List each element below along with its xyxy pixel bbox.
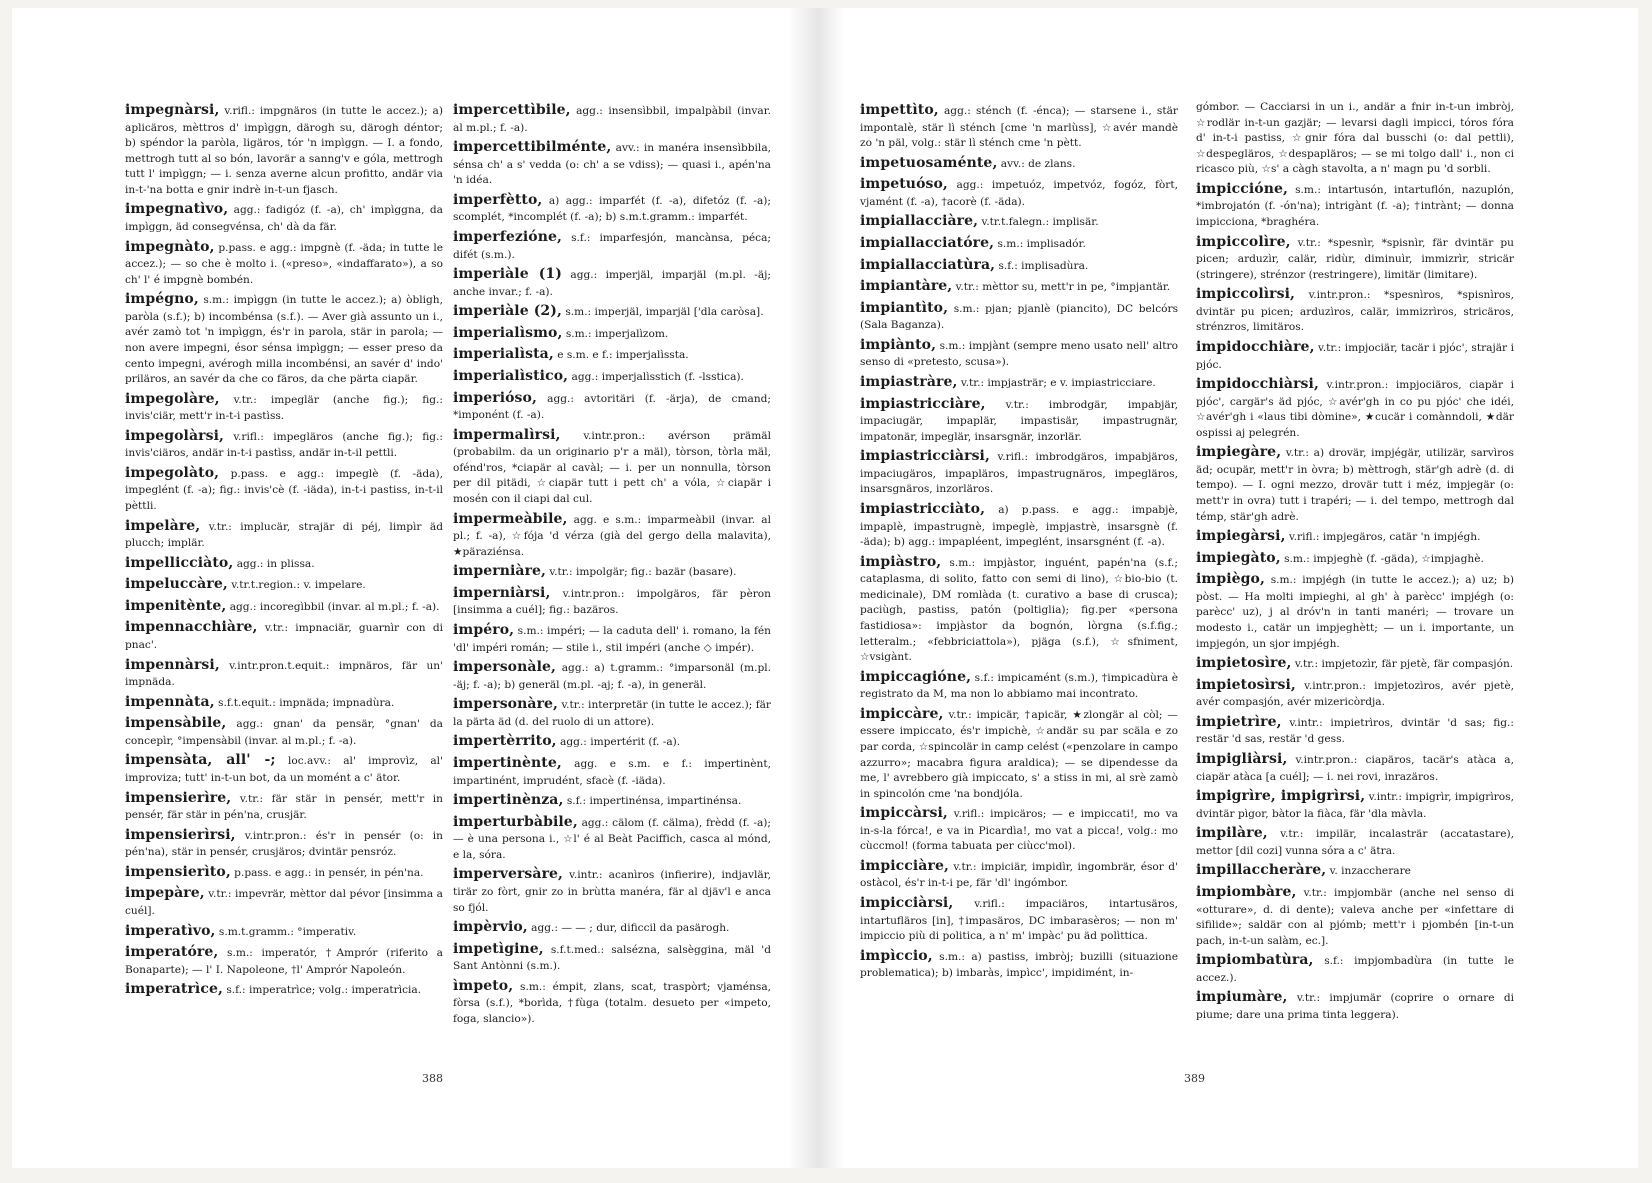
entry-headword: impiastricciàrsi, [860,448,990,465]
dictionary-entry [125,862,443,883]
entry-headword: impicciàrsi, [860,895,954,912]
entry-headword: impegnatìvo, [125,201,229,218]
dictionary-entry [860,499,1178,551]
dictionary-entry [125,426,443,462]
entry-headword: imperatìvo, [125,922,216,939]
dictionary-entry [125,979,443,1000]
entry-headword: impiccióne, [1196,180,1289,197]
entry-headword: impiegàre, [1196,444,1282,461]
entry-headword: impennàta, [125,693,215,710]
entry-headword: impiumàre, [1196,989,1288,1006]
entry-headword: impegnàrsi, [125,102,220,118]
entry-definition: agg.: avtoritäri (f. -ärja), de cmand; *imponént (f. -a). [453,392,771,422]
entry-headword: impersonàle, [453,659,556,676]
dictionary-entry [1196,232,1514,284]
entry-definition: s.f.: impertinénsa, impartinénsa. [566,795,742,808]
dictionary-entry [453,620,771,656]
gutter-shadow [788,8,818,1168]
dictionary-entry [1196,987,1514,1023]
entry-definition: s.m.: impjànt (sempre meno usato nell' altro senso di «pretesto, scusa»). [860,339,1178,369]
entry-definition: v.intr.pron.: impjetozìros, avér pjetè, avér compasjón, avér mizericòrdja. [1196,679,1514,709]
dictionary-entry [453,100,771,136]
entry-headword: impellicciàto, [125,554,234,571]
entry-headword: impiallacciàre, [860,213,979,230]
dictionary-entry [1196,786,1514,822]
entry-headword: impertinènza, [453,792,564,809]
entry-definition: agg.: incoregìbbil (invar. al m.pl.; f. -a). [229,600,440,613]
entry-definition: v. inzaccherare [1329,865,1411,878]
entry-headword: impietosìre, [1196,655,1292,672]
entry-headword: impìccio, [860,947,933,964]
dictionary-entry [860,335,1178,371]
entry-definition: v.rifl.: imbrodgäros, impabjäros, impaciugäros, impapläros, impastrugnäros, impegläros, insarsgnäros, inzorläros. [860,451,1178,496]
dictionary-entry [1196,950,1514,986]
entry-headword: impermalìrsi, [453,426,561,443]
entry-headword: impiastricciàre, [860,395,986,412]
dictionary-entry [860,298,1178,334]
right-page-column-2 [1196,100,1514,1070]
entry-headword: impiàstro, [860,553,942,570]
dictionary-entry [125,237,443,289]
entry-headword: imperióso, [453,389,537,406]
dictionary-entry [860,100,1178,152]
entry-headword: impiànto, [860,336,937,353]
entry-definition: agg.: insensìbbil, impalpàbil (invar. al m.pl.; f. -a). [453,105,771,134]
dictionary-entry [860,704,1178,802]
entry-headword: imperialìsmo, [453,324,563,341]
entry-definition: v.tr.: impjumär (coprire o ornare di piume; dare una prima tinta leggera). [1196,992,1514,1021]
entry-headword: imperniàrsi, [453,584,551,601]
right-page [818,8,1638,1168]
entry-headword: imperiàle (1) [453,266,562,283]
dictionary-entry [860,233,1178,254]
entry-definition: gómbor. — Cacciarsi in un i., andär a fnir in-t-un imbròj, ☆rodlär in-t-un gazjär; — levarsi dagli impicci, tóros fóra d' in-t-i pastiss, ☆gnir fóra dal busschi (o: dal pettli), ☆despegläros, ☆despapläros; — se mi tolgo dall' i., non ci ricasco più, ☆s' a càgh stavolta, a n' magn pu 'd sorbli. [1196,101,1514,176]
dictionary-entry [125,100,443,198]
entry-headword: imperatóre, [125,944,219,961]
entry-headword: impiccolìre, [1196,233,1291,250]
dictionary-entry [453,227,771,263]
dictionary-entry [1196,712,1514,748]
dictionary-entry [125,463,443,515]
entry-definition: v.tr.: impeglär (anche fig.); fig.: invis'ciär, mett'r in-t-i pastìss. [125,393,443,423]
entry-definition: v.tr.: impolgär; fig.: bazär (basare). [549,566,737,579]
entry-headword: impiantìto, [860,299,949,316]
dictionary-entry [125,516,443,552]
dictionary-entry [860,552,1178,666]
entry-definition: s.m.: intartusón, intartuflón, nazuplón, *imbrojatón (f. -ón'na); intrigànt (f. -a); †intrànt; — donna impicciona, *braghéra. [1196,183,1514,228]
entry-headword: impensierìre, [125,789,232,806]
entry-definition: v.rifl.: impgnäros (in tutte le accez.); a) aplicäros, mèttros d' impìggn, därogh su, därogh déntor; b) spéndor la paròla, ligäros, tór 'n impìggn. — I. a fondo, mettrogh tutt al so bón, lavorär a sanng'v e góla, mettrogh tutt l' impìggn; — i. senza averne alcun profitto, andär via in-t-'na botta e gnir indrè in-t-un fjasch. [125,105,443,196]
entry-definition: agg.: fadigóz (f. -a), ch' impìggna, da impìggn, äd consegvénsa, ch' dà da fär. [125,204,443,233]
entry-definition: s.f.t.med.: salsézna, salsèggina, mäl 'd Sant Antònni (s.m.). [453,943,771,973]
entry-definition: s.m.t.gramm.: °imperativ. [218,925,357,938]
dictionary-entry [860,276,1178,297]
entry-headword: impiombatùra, [1196,952,1314,969]
entry-definition: s.m.: impjégh (in tutte le accez.); a) uz; b) pòst. — Ha molti impieghi, al gh' à parècc' impjégh (o: parècc' uz), j al dróv'n in tanti manéri; — trovare un modesto i., catär un impjeghètt; — un i. importante, un impjegón, un sjor impjégh. [1196,574,1514,650]
dictionary-entry [1196,882,1514,949]
entry-headword: impèrvio, [453,919,528,936]
entry-definition: v.rifl.: impicäros; — e impiccati!, mo va in-s-la fórca!, e va in Picardìa!, mo vat a picca!, volg.: mo cùccmol! (forma tabuata per ciùcc'mol). [860,808,1178,853]
entry-definition: agg.: a) t.gramm.: °imparsonäl (m.pl. -äj; f. -a); b) generäl (m.pl. -aj; f. -a), in generäl. [453,662,771,691]
left-page-column-1 [125,100,443,1070]
entry-headword: imperfètto, [453,191,543,208]
entry-definition: s.m.: imperatór, †Amprór (riferito a Bonaparte); — l' I. Napoleone, †l' Amprór Napoleón. [125,947,443,976]
dictionary-entry [453,301,771,322]
entry-definition: agg.: impetuóz, impetvóz, fogóz, fòrt, vjamént (f. -a), †acorè (f. -äda). [860,179,1178,208]
entry-headword: impetuosaménte, [860,154,998,171]
dictionary-entry [860,803,1178,855]
dictionary-entry [1196,526,1514,547]
entry-definition: s.m.: impjàstor, inguént, papén'na (s.f.; cataplasma, di solito, fatto con semi di lino), ☆bio-bio (t. medicinale), DM romlàda (t. curativo a base di crusca); paciùgh, pastiss, patón (poltiglia); fig.per «persona fastidiosa»: impjàstor da bognón, lòrgna (s.f.fig.; letteralm.; «febbriciattola»), pjäga (s.f.), ☆sfniment, ☆vsigànt. [860,556,1178,664]
entry-definition: v.tr.: impjasträr; e v. impiastricciare. [960,377,1156,390]
entry-definition: v.tr.: impnaciär, guarnìr con di pnac'. [125,622,443,652]
entry-headword: impigrìre, impigrìrsi, [1196,788,1366,805]
dictionary-entry [1196,860,1514,881]
dictionary-entry [453,753,771,789]
entry-headword: impidocchiàrsi, [1196,376,1319,393]
entry-definition: v.intr.pron.: *spesnìros, *spisnìros, dvintär pu picen; arduzìros, calär, immizrìros, stricäros, strénzros, limitäros. [1196,289,1514,334]
entry-headword: impensierìto, [125,863,231,880]
dictionary-entry [125,199,443,235]
entry-headword: impepàre, [125,885,205,902]
entry-headword: impersonàre, [453,696,559,713]
dictionary-entry [453,790,771,811]
dictionary-entry [453,583,771,619]
entry-headword: impicciàre, [860,857,949,874]
entry-definition: s.m.: impéri; — la caduta dell' i. romano, la fén 'dl' impéri román; — stile i., stil impéri (anche ◇ impér). [453,624,771,654]
dictionary-entry [125,883,443,919]
entry-definition: v.intr.pron.: avérson prämäl (probabilm. da un originario p'r a mäl), tòrson, tòrla mäl, ofénd'ros, *ciapär al cavàl; — i. per un nonnulla, tòrson per dil pitädi, ☆ciapär tutt i pett ch' a vóla, ☆ciapär i mosén con il ciapi dal cul. [453,429,771,505]
entry-definition: p.pass. e agg.: impgnè (f. -äda; in tutte le accez.); — so che è molto i. («preso», «indaffarato»), a so ch' l' é impgnè bombén. [125,241,443,286]
entry-headword: impercettibilménte, [453,139,612,156]
entry-definition: s.f.: imparfesjón, mancànsa, péca; difét (s.m.). [453,231,771,261]
entry-definition: avv.: de zlans. [1000,157,1076,170]
dictionary-entry [125,389,443,425]
entry-headword: impetìgine, [453,940,544,957]
entry-definition: p.pass. e agg.: impeglè (f. -äda), impeglént (f. -a); fig.: invis'cè (f. -iäda), in-t-i pastiss, in-t-il pèttli. [125,467,443,513]
entry-definition: v.tr.: impevrär, mèttor dal pévor [insimma a cuél]. [125,888,443,918]
dictionary-entry [1196,337,1514,373]
dictionary-entry [125,692,443,713]
entry-definition: s.f.t.equit.: impnäda; impnadùra. [218,696,395,709]
entry-headword: impiegàto, [1196,549,1281,566]
dictionary-entry [453,731,771,752]
dictionary-entry [1196,442,1514,525]
entry-definition: v.rifl.: impjegäros, catär 'n impjégh. [1288,531,1481,544]
entry-definition: v.tr.: a) drovär, impjégär, utilizär, sarvìros äd; ocupär, mett'r in òvra; b) mèttrogh, stär'gh adrè (d. di tempo). — I. ogni mezzo, drovär tutt i méz, impjegär (o: mett'r in ovra) tutt i trapéri; — i. del tempo, mettrogh dal témp, stär'gh adrè. [1196,447,1514,523]
entry-definition: v.tr.: *spesnìr, *spisnìr, fär dvintär pu picen; arduzìr, calär, ridùr, diminuìr, immizrìr, stricär (stringere), strénzor (restringere), limitär (limitare). [1196,236,1514,281]
entry-definition: v.intr.pron.: impolgäros, fär pèron [insimma a cuél]; fig.: bazäros. [453,587,771,617]
page-number: 389 [1184,1072,1205,1085]
entry-definition: s.f.: imperatrìce; volg.: imperatrìcia. [226,984,422,997]
entry-headword: imperturbàbile, [453,813,578,830]
entry-definition: agg.: gnan' da pensär, °gnan' da concepìr, °impensàbil (invar. al m.pl.; f. -a). [125,718,443,747]
dictionary-entry [860,446,1178,498]
entry-definition: s.f.: impicamént (s.m.), †impicadùra è registrato da M, ma non lo abbiamo mai incontrato. [860,671,1178,701]
entry-definition: v.tr.t.region.: v. impelare. [231,579,366,592]
dictionary-entry [860,893,1178,945]
entry-headword: impiastricciàto, [860,501,986,517]
entry-headword: impertinènte, [453,754,562,771]
dictionary-entry [1196,749,1514,785]
entry-definition: agg.: in plissa. [236,557,315,570]
entry-headword: impidocchiàre, [1196,338,1315,355]
entry-definition: v.tr.: fär stär in pensér, mett'r in pensér, fär stär in pén'na, crusjär. [125,792,443,822]
dictionary-entry [1196,653,1514,674]
entry-definition: s.m.: imperjäl, imparjäl ['dla caròsa]. [565,306,764,319]
entry-definition: s.m.: implisadór. [997,238,1086,250]
dictionary-entry [125,921,443,942]
entry-definition: v.tr.: implucär, strajär di péj, limpìr äd plucch; implär. [125,520,443,550]
entry-headword: impiccolìrsi, [1196,286,1296,303]
entry-headword: impenitènte, [125,597,227,614]
entry-headword: impegolàrsi, [125,427,224,444]
entry-definition: s.f.: implisadùra. [998,259,1089,272]
entry-headword: impiallacciatóre, [860,235,995,251]
entry-headword: impertèrrito, [453,733,557,750]
dictionary-entry [860,667,1178,703]
entry-headword: impietosìrsi, [1196,676,1296,693]
entry-definition: agg. e s.m. e f.: impertinènt, impartinént, imprudént, sfacè (f. -iäda). [453,757,771,787]
dictionary-entry [860,394,1178,446]
entry-definition: agg.: sténch (f. -énca); — starsene i., stär impontalè, stär lì sténch [cme 'n marlùss], ☆avér mandè zo 'n päl, volg.: stär lì sténch cme 'n pètt. [860,105,1178,150]
entry-definition: v.intr.: acanìros (infierire), indjavlär, tirär zo fòrt, gnir zo in brùtta manéra, fär al djäv'l e anca so fjól. [453,869,771,914]
entry-headword: impiombàre, [1196,884,1297,900]
dictionary-entry [453,939,771,975]
entry-headword: ìmpeto, [453,977,514,994]
entry-headword: impilàre, [1196,825,1268,842]
dictionary-entry [453,917,771,938]
entry-definition: loc.avv.: al' improvìz, al' improviza; tutt' in-t-un bot, da un momént a c' ätor. [125,755,443,785]
entry-definition: v.rifl.: impegläros (anche fig.); fig.: invis'ciäros, andär in-t-i pastìss, andär in-t-il pettli. [125,430,443,460]
entry-definition: v.rifl.: impaciäros, intartusäros, intartufläros [in], †impasäros, DC imbarasèros; — non m' impiccio più di politica, a n' m' impàc' pu äd polìttica. [860,898,1178,943]
entry-headword: impeluccàre, [125,576,228,593]
entry-headword: impegolàto, [125,464,220,481]
dictionary-entry [1196,548,1514,569]
entry-definition: v.intr.: impietrìros, dvintär 'd sas; fig.: restär 'd sas, restär 'd gess. [1196,716,1514,746]
dictionary-entry [125,553,443,574]
entry-definition: s.m.: impjeghè (f. -gäda), ☆impjaghè. [1284,552,1484,565]
dictionary-entry [453,366,771,387]
gutter-shadow [818,8,844,1168]
entry-definition: agg.: impertérit (f. -a). [560,736,681,749]
entry-definition: v.intr.pron.: és'r in pensér (o: in pén'na), stär in pensér, crusjäros; dvintär pensróz. [125,829,443,859]
entry-headword: impégno, [125,291,199,308]
dictionary-entry [125,942,443,978]
entry-headword: imperatrìce, [125,981,223,998]
entry-definition: agg.: — — ; dur, dificcil da pasärogh. [531,922,730,935]
entry-definition: v.tr.t.falegn.: implisär. [981,216,1099,229]
entry-definition: v.tr.: impjombär (anche nel senso di «otturare», d. di dente); valeva anche per «infettare di sifilide»; saldär con al pjómb; mett'r i pjombén [in-t-un pach, in-t-un salàm, ec.]. [1196,887,1514,947]
entry-definition: avv.: in manéra insensìbbila, sénsa ch' a s' vedda (o: ch' a se vdiss); — quasi i., apén'na 'n idéa. [453,142,771,187]
entry-headword: impiallacciatùra, [860,256,996,273]
dictionary-entry [453,864,771,916]
dictionary-entry [453,388,771,424]
entry-definition: v.intr.: impigrìr, impigrìros, dvintär pìgor, bàtor la fiàca, fär 'dla màvla. [1196,791,1514,820]
dictionary-entry [453,425,771,508]
dictionary-entry [860,372,1178,393]
entry-headword: imperversàre, [453,866,564,883]
dictionary-entry [453,344,771,365]
entry-definition: a) agg.: imparfét (f. -a), difetóz (f. -a); scomplét, *incomplét (f. -a); b) s.m.t.gramm.: imparfét. [453,194,771,224]
dictionary-entry [860,255,1178,276]
dictionary-entry [860,174,1178,210]
entry-definition: s.m.: a) pastiss, imbròj; buzilli (situazione problematica); b) imbaràs, impìcc', impidimént, in- [860,950,1178,980]
entry-headword: impegnàto, [125,238,215,255]
left-page-column-2 [453,100,771,1070]
entry-headword: impiantàre, [860,278,953,295]
entry-headword: impensierìrsi, [125,826,236,843]
dictionary-entry [125,289,443,387]
dictionary-entry [125,750,443,786]
dictionary-entry [125,655,443,691]
entry-headword: impensàbile, [125,715,227,732]
entry-headword: impennacchiàre, [125,619,258,636]
dictionary-entry [125,825,443,861]
entry-headword: impiccàrsi, [860,805,948,822]
dictionary-entry [125,713,443,749]
entry-definition: p.pass. e agg.: in pensér, in pén'na. [234,866,424,879]
entry-definition: agg.: cälom (f. cälma), frèdd (f. -a); — è una persona i., ☆l' é al Beàt Paciffich, casca al mónd, e la, sóra. [453,816,771,861]
dictionary-entry [1196,179,1514,231]
entry-headword: impermeàbile, [453,510,568,527]
entry-definition: v.tr.: impjetozìr, fär pjetè, fär compasjón. [1294,658,1514,671]
dictionary-entry [860,856,1178,892]
entry-headword: imperniàre, [453,563,547,580]
entry-headword: imperialìstico, [453,368,569,384]
dictionary-entry [125,617,443,653]
entry-definition: agg.: imperjalìsstich (f. -lsstica). [571,371,744,383]
entry-headword: impiegàrsi, [1196,528,1286,545]
dictionary-entry [1196,675,1514,711]
entry-definition: v.tr.: interpretär (in tutte le accez.); fär la pärta äd (d. del ruolo di un attore). [453,699,771,728]
dictionary-entry [453,509,771,561]
dictionary-entry [453,264,771,300]
entry-definition: v.tr.: imbrodgär, impabjär, impaciugär, impaplär, impastisär, impastrugnär, impatonär, impeglär, insarsgnär, inzorlär. [860,398,1178,443]
entry-headword: impiccàre, [860,705,944,722]
dictionary-entry [453,137,771,189]
entry-headword: imperfezióne, [453,228,563,245]
entry-definition: v.intr.pron.: impjociäros, ciapär i pjóc', cargär's äd pjóc, ☆avér'gh in co pu pjóc' che idéi, ☆avér'gh i «laus tibi dòmine», ★cucär i comànndoli, ★där ospissi aj pelegrén. [1196,379,1514,439]
dictionary-entry [1196,100,1514,178]
entry-definition: v.tr.: impilär, incalasträr (accatastare), mettor [dil cozi] vunna sóra a c' ätra. [1196,828,1514,857]
entry-headword: impiègo, [1196,571,1265,588]
entry-headword: impensàta, all' -; [125,752,276,769]
entry-definition: e s.m. e f.: imperjalìssta. [557,349,689,362]
dictionary-entry [453,694,771,730]
entry-headword: impetuóso, [860,176,948,193]
entry-headword: impegolàre, [125,390,220,407]
entry-definition: a) p.pass. e agg.: impabjè, impaplè, impastrugnè, impeglè, impjastrè, insarsgnè (f. -äda); b) agg.: impapléent, impeglént, insarsgnént (f. -a). [860,504,1178,549]
entry-headword: imperialìsta, [453,346,554,363]
entry-headword: impietrìre, [1196,713,1282,730]
dictionary-entry [453,190,771,226]
dictionary-entry [860,946,1178,982]
entry-headword: impennàrsi, [125,656,220,673]
page-number: 388 [422,1072,443,1085]
entry-headword: impettìto, [860,102,939,118]
entry-definition: agg.: imperjäl, imparjäl (m.pl. -äj; anche invar.; f. -a). [453,269,771,298]
entry-headword: impigliàrsi, [1196,751,1288,767]
dictionary-entry [125,574,443,595]
dictionary-entry [453,657,771,693]
entry-headword: impelàre, [125,517,201,534]
entry-definition: v.tr.: impicär, †apicär, ★zlongär al còl; — essere impiccato, és'r impichè, ☆andär su par scäla e zo par corda, ☆spincolär in camp celést («penzolare in campo azzurro»; macabra figura araldica); — se dipendesse da me, l' avrebbero già impiccato, s' a stiss in mi, al srè zamò in spincolón cme 'na bondjóla. [860,708,1178,800]
dictionary-entry [1196,569,1514,652]
entry-headword: impillaccheràre, [1196,862,1327,879]
entry-headword: impiccagióne, [860,668,972,685]
entry-definition: v.tr.: mèttor su, mett'r in pe, °impjantär. [955,281,1171,294]
dictionary-entry [1196,284,1514,336]
entry-definition: s.m.: impìggn (in tutte le accez.); a) òbligh, paròla (s.f.); b) incombénsa (s.f.). — Aver già assunto un i., avér zamò tot 'n impìggn, és'r in parola, stär in parola; — non avere impegni, ésor sénsa impìggn; — esser preso da cento impegni, avérogh milla incombénsi, an savér d' indo' priläros, an savér da che co färos, da che pärta ciapär. [125,294,443,386]
dictionary-entry [1196,823,1514,859]
entry-definition: s.f.: impjombadùra (in tutte le accez.). [1196,955,1514,984]
entry-definition: v.intr.pron.: ciapäros, tacär's atàca a, ciapär atàca [a cuél]; — i. nei rovi, inrazäros. [1196,754,1514,783]
entry-definition: v.tr.: impiciär, impidìr, ingombrär, ésor d' ostàcol, és'r in-t-i pe, fär 'dl' ingómbor. [860,860,1178,890]
entry-headword: imperiàle (2), [453,303,562,320]
dictionary-entry [453,323,771,344]
dictionary-entry [453,561,771,582]
entry-headword: impéro, [453,621,515,638]
left-page [12,8,818,1168]
dictionary-entry [125,596,443,617]
entry-definition: s.m.: imperjalìzom. [565,327,669,340]
entry-definition: s.m.: pjan; pjanlè (piancito), DC belcórs (Sala Baganza). [860,302,1178,332]
dictionary-entry [860,153,1178,174]
dictionary-entry [125,788,443,824]
right-page-column-1 [860,100,1178,1070]
dictionary-entry [453,976,771,1028]
entry-headword: impiastràre, [860,374,958,391]
entry-definition: agg. e s.m.: imparmeàbil (invar. al pl.; f. -a), ☆fója 'd vérza (già del gergo della malavita), ★päraziénsa. [453,513,771,558]
entry-definition: v.intr.pron.t.equit.: impnäros, fär un' impnäda. [125,659,443,689]
entry-definition: v.tr.: impjociär, tacär i pjóc', strajär i pjóc. [1196,341,1514,371]
entry-definition: s.m.: émpit, zlans, scat, traspòrt; vjaménsa, fòrsa (s.f.), *borìda, †fùga (totalm. desueto per «impeto, foga, slancio»). [453,980,771,1025]
dictionary-entry [1196,374,1514,441]
entry-headword: impercettìbile, [453,102,571,118]
dictionary-entry [860,211,1178,232]
dictionary-entry [453,812,771,864]
